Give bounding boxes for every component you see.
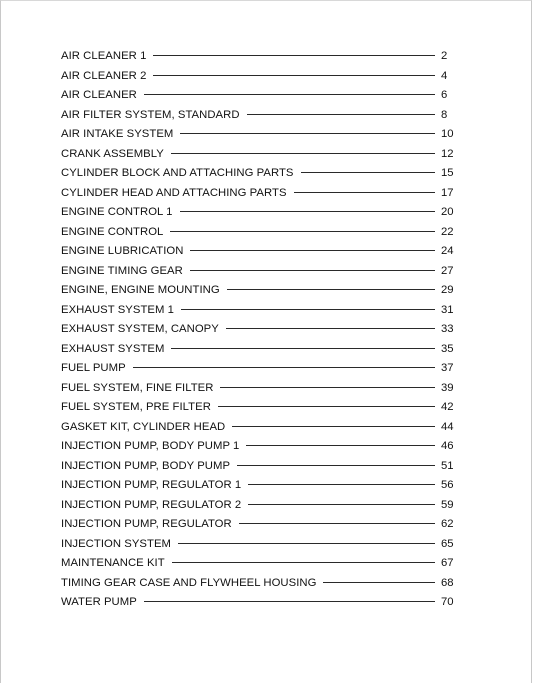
toc-entry[interactable] — [61, 223, 463, 243]
toc-entry[interactable] — [61, 164, 463, 184]
toc-entry[interactable] — [61, 281, 463, 301]
toc-entry-page-number: 56 — [441, 479, 454, 491]
toc-leader-line — [237, 465, 435, 466]
toc-entry[interactable] — [61, 184, 463, 204]
toc-entry-title: MAINTENANCE KIT — [61, 557, 165, 569]
toc-entry-page-number: 59 — [441, 498, 454, 511]
table-of-contents — [61, 47, 463, 613]
toc-entry[interactable] — [61, 418, 463, 438]
toc-entry-title: FUEL PUMP — [61, 362, 126, 374]
toc-entry-title: WATER PUMP — [61, 596, 137, 608]
toc-leader-line — [171, 348, 435, 349]
toc-entry-page-number: 4 — [441, 69, 448, 82]
toc-entry-title: CYLINDER BLOCK AND ATTACHING PARTS — [61, 167, 294, 179]
toc-entry-page-number: 70 — [441, 596, 454, 608]
toc-entry-page-number: 46 — [441, 440, 454, 452]
toc-entry[interactable] — [61, 476, 463, 496]
toc-leader-line — [226, 328, 435, 329]
toc-leader-line — [171, 153, 435, 154]
toc-entry-page-number: 65 — [441, 537, 454, 550]
toc-leader-line — [248, 484, 435, 485]
toc-entry[interactable] — [61, 145, 463, 165]
toc-leader-line — [153, 75, 435, 76]
toc-leader-line — [144, 601, 435, 602]
toc-entry-page-number: 62 — [441, 518, 454, 530]
toc-leader-line — [301, 172, 436, 173]
toc-entry-title: AIR INTAKE SYSTEM — [61, 128, 174, 140]
toc-entry[interactable] — [61, 340, 463, 360]
toc-entry-title: FUEL SYSTEM, PRE FILTER — [61, 401, 211, 413]
toc-leader-line — [180, 133, 435, 134]
toc-entry-title: INJECTION PUMP, REGULATOR — [61, 518, 232, 530]
toc-entry-title: EXHAUST SYSTEM 1 — [61, 303, 174, 316]
toc-entry-page-number: 27 — [441, 264, 454, 277]
toc-leader-line — [323, 582, 435, 583]
toc-leader-line — [232, 426, 435, 427]
toc-leader-line — [220, 387, 435, 388]
toc-entry[interactable] — [61, 437, 463, 457]
toc-entry[interactable] — [61, 67, 463, 87]
toc-entry-title: INJECTION PUMP, BODY PUMP — [61, 459, 231, 472]
toc-entry-page-number: 68 — [441, 576, 454, 589]
toc-entry[interactable] — [61, 535, 463, 555]
toc-entry-title: INJECTION PUMP, REGULATOR 1 — [61, 479, 242, 491]
toc-leader-line — [181, 309, 435, 310]
toc-entry-title: ENGINE CONTROL — [61, 225, 164, 238]
toc-leader-line — [248, 504, 435, 505]
toc-entry-title: AIR CLEANER — [61, 89, 137, 101]
toc-entry-title: EXHAUST SYSTEM, CANOPY — [61, 323, 219, 335]
toc-entry-page-number: 20 — [441, 206, 454, 218]
toc-entry[interactable] — [61, 262, 463, 282]
toc-entry[interactable] — [61, 359, 463, 379]
toc-entry-page-number: 12 — [441, 147, 454, 160]
toc-entry[interactable] — [61, 398, 463, 418]
toc-entry-title: ENGINE TIMING GEAR — [61, 264, 183, 277]
toc-entry[interactable] — [61, 457, 463, 477]
toc-entry[interactable] — [61, 320, 463, 340]
toc-entry[interactable] — [61, 125, 463, 145]
toc-leader-line — [247, 114, 435, 115]
toc-entry-title: INJECTION PUMP, REGULATOR 2 — [61, 498, 242, 511]
toc-entry-page-number: 37 — [441, 362, 454, 374]
toc-entry[interactable] — [61, 301, 463, 321]
toc-entry-title: EXHAUST SYSTEM — [61, 342, 165, 355]
toc-entry-page-number: 24 — [441, 245, 454, 257]
toc-entry-title: INJECTION SYSTEM — [61, 537, 172, 550]
toc-leader-line — [144, 94, 435, 95]
toc-entry[interactable] — [61, 593, 463, 613]
toc-entry-title: ENGINE CONTROL 1 — [61, 206, 173, 218]
toc-entry-title: CYLINDER HEAD AND ATTACHING PARTS — [61, 186, 287, 199]
toc-entry[interactable] — [61, 203, 463, 223]
toc-entry-title: GASKET KIT, CYLINDER HEAD — [61, 420, 226, 433]
toc-leader-line — [178, 543, 435, 544]
toc-leader-line — [153, 55, 435, 56]
toc-entry-page-number: 8 — [441, 108, 448, 121]
toc-entry-page-number: 17 — [441, 186, 454, 199]
toc-entry[interactable] — [61, 515, 463, 535]
toc-entry-page-number: 35 — [441, 342, 454, 355]
toc-entry-title: CRANK ASSEMBLY — [61, 147, 164, 160]
toc-entry-page-number: 44 — [441, 420, 454, 433]
toc-leader-line — [239, 523, 435, 524]
toc-entry-title: TIMING GEAR CASE AND FLYWHEEL HOUSING — [61, 576, 317, 589]
toc-entry-title: ENGINE LUBRICATION — [61, 245, 184, 257]
toc-entry[interactable] — [61, 242, 463, 262]
toc-leader-line — [227, 289, 435, 290]
toc-leader-line — [246, 445, 435, 446]
toc-leader-line — [190, 250, 435, 251]
toc-entry[interactable] — [61, 496, 463, 516]
toc-leader-line — [172, 562, 435, 563]
toc-entry-page-number: 42 — [441, 401, 454, 413]
toc-entry-page-number: 22 — [441, 225, 454, 238]
toc-entry-page-number: 29 — [441, 284, 454, 296]
toc-leader-line — [190, 270, 435, 271]
toc-leader-line — [218, 406, 435, 407]
toc-entry[interactable] — [61, 379, 463, 399]
toc-entry-title: AIR CLEANER 1 — [61, 50, 147, 62]
toc-entry-title: FUEL SYSTEM, FINE FILTER — [61, 381, 214, 394]
toc-entry-title: INJECTION PUMP, BODY PUMP 1 — [61, 440, 240, 452]
toc-entry-page-number: 31 — [441, 303, 454, 316]
toc-entry-title: ENGINE, ENGINE MOUNTING — [61, 284, 220, 296]
toc-entry-page-number: 15 — [441, 167, 454, 179]
toc-entry[interactable] — [61, 47, 463, 67]
toc-entry-page-number: 39 — [441, 381, 454, 394]
toc-leader-line — [133, 367, 435, 368]
toc-leader-line — [180, 211, 436, 212]
toc-entry-page-number: 51 — [441, 459, 454, 472]
toc-entry-page-number: 2 — [441, 50, 448, 62]
toc-entry-page-number: 67 — [441, 557, 454, 569]
toc-entry[interactable] — [61, 574, 463, 594]
toc-entry-page-number: 6 — [441, 89, 448, 101]
toc-leader-line — [294, 192, 435, 193]
toc-entry[interactable] — [61, 106, 463, 126]
toc-entry-title: AIR CLEANER 2 — [61, 69, 147, 82]
toc-entry-page-number: 10 — [441, 128, 454, 140]
toc-entry[interactable] — [61, 86, 463, 106]
toc-entry-page-number: 33 — [441, 323, 454, 335]
toc-entry-title: AIR FILTER SYSTEM, STANDARD — [61, 108, 240, 121]
toc-entry[interactable] — [61, 554, 463, 574]
toc-leader-line — [170, 231, 435, 232]
